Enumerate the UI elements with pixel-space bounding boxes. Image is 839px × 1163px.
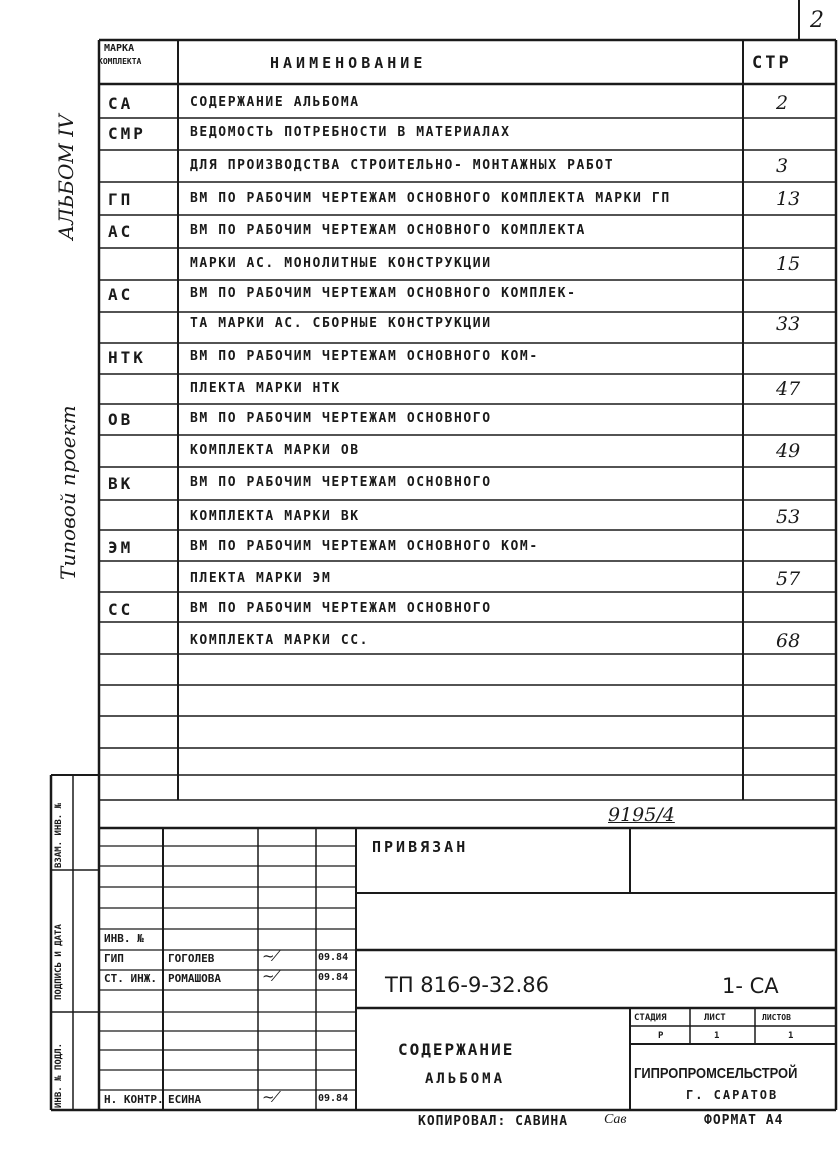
header-name-label: НАИМЕНОВАНИЕ (270, 54, 427, 72)
margin-label-inv-orig: ИНВ. № ПОДЛ. (54, 1042, 64, 1108)
row-page: 57 (776, 568, 801, 590)
row-page: 49 (776, 440, 801, 462)
side-label-album: АЛЬБОМ IV (54, 114, 78, 240)
row-name-line: ВМ ПО РАБОЧИМ ЧЕРТЕЖАМ ОСНОВНОГО (190, 412, 492, 425)
row-page: 2 (776, 92, 789, 114)
row-name-line: ДЛЯ ПРОИЗВОДСТВА СТРОИТЕЛЬНО- МОНТАЖНЫХ РАБОТ (190, 159, 615, 172)
row-mark: СС (108, 600, 134, 619)
row-name-line: ВМ ПО РАБОЧИМ ЧЕРТЕЖАМ ОСНОВНОГО (190, 602, 492, 615)
row-name-line: ВМ ПО РАБОЧИМ ЧЕРТЕЖАМ ОСНОВНОГО КОМПЛЕКТА МАРКИ ГП (190, 192, 671, 205)
header-page-label: СТР (752, 53, 792, 73)
row-mark: ОВ (108, 410, 134, 429)
row-page: 68 (776, 630, 801, 652)
sheets-label: ЛИСТОВ (762, 1013, 791, 1022)
signer-role: ГИП (104, 952, 124, 965)
row-name-line: КОМПЛЕКТА МАРКИ ВК (190, 510, 360, 523)
format-label: ФОРМАТ А4 (704, 1113, 784, 1128)
row-name-line: ВМ ПО РАБОЧИМ ЧЕРТЕЖАМ ОСНОВНОГО КОМПЛЕКТА (190, 224, 586, 237)
row-mark: ЭМ (108, 538, 134, 557)
signer-name: ЕСИНА (168, 1093, 202, 1106)
handwritten-signature: ~⁄ (262, 947, 278, 965)
row-page: 53 (776, 506, 801, 528)
row-name-line: СОДЕРЖАНИЕ АЛЬБОМА (190, 96, 360, 109)
row-name-line: КОМПЛЕКТА МАРКИ ОВ (190, 444, 360, 457)
signer-name: РОМАШОВА (168, 972, 221, 985)
stage-label: СТАДИЯ (634, 1013, 667, 1023)
copier-signature: Сав (604, 1112, 627, 1127)
inventory-number: 9195/4 (608, 804, 675, 826)
sheets-value: 1 (788, 1031, 794, 1041)
sheet-value: 1 (714, 1031, 720, 1041)
sheet-code: 1- СА (722, 974, 779, 998)
row-mark: СА (108, 94, 134, 113)
row-name-line: ВМ ПО РАБОЧИМ ЧЕРТЕЖАМ ОСНОВНОГО (190, 476, 492, 489)
row-name-line: ВМ ПО РАБОЧИМ ЧЕРТЕЖАМ ОСНОВНОГО КОМ- (190, 540, 539, 553)
page-number: 2 (810, 8, 824, 33)
signer-role: Н. КОНТР. (104, 1093, 164, 1106)
signer-role: СТ. ИНЖ. (104, 972, 157, 985)
margin-label-replaced-inv: ВЗАМ. ИНВ. № (54, 802, 64, 868)
row-name-line: ВМ ПО РАБОЧИМ ЧЕРТЕЖАМ ОСНОВНОГО КОМПЛЕК- (190, 287, 577, 300)
doc-title-line-1: СОДЕРЖАНИЕ (398, 1040, 515, 1059)
row-name-line: ТА МАРКИ АС. СБОРНЫЕ КОНСТРУКЦИИ (190, 317, 492, 330)
sheet-label: ЛИСТ (704, 1013, 726, 1023)
row-name-line: ВЕДОМОСТЬ ПОТРЕБНОСТИ В МАТЕРИАЛАХ (190, 126, 511, 139)
header-mark-label-1: МАРКА (104, 43, 135, 54)
stage-value: Р (658, 1031, 664, 1041)
row-page: 13 (776, 188, 801, 210)
signer-date: 09.84 (318, 1093, 349, 1104)
row-name-line: ВМ ПО РАБОЧИМ ЧЕРТЕЖАМ ОСНОВНОГО КОМ- (190, 350, 539, 363)
row-page: 3 (776, 155, 789, 177)
row-mark: АС (108, 222, 134, 241)
signer-date: 09.84 (318, 952, 349, 963)
side-label-typical-project: Типовой проект (56, 405, 80, 580)
project-code: ТП 816-9-32.86 (385, 973, 550, 997)
copied-by: КОПИРОВАЛ: САВИНА (418, 1114, 569, 1129)
row-name-line: ПЛЕКТА МАРКИ НТК (190, 382, 341, 395)
row-name-line: КОМПЛЕКТА МАРКИ СС. (190, 634, 370, 647)
org-name: ГИПРОПРОМСЕЛЬСТРОЙ (634, 1065, 798, 1082)
row-name-line: МАРКИ АС. МОНОЛИТНЫЕ КОНСТРУКЦИИ (190, 257, 492, 270)
signer-date: 09.84 (318, 972, 349, 983)
row-page: 47 (776, 378, 801, 400)
inv-label: ИНВ. № (104, 932, 144, 945)
row-mark: НТК (108, 348, 146, 367)
attached-label: ПРИВЯЗАН (372, 838, 469, 856)
row-mark: СМР (108, 124, 146, 143)
row-mark: ГП (108, 190, 134, 209)
signer-name: ГОГОЛЕВ (168, 952, 215, 965)
row-mark: ВК (108, 474, 134, 493)
row-name-line: ПЛЕКТА МАРКИ ЭМ (190, 572, 332, 585)
margin-label-signature-date: ПОДПИСЬ И ДАТА (54, 924, 64, 1000)
row-page: 33 (776, 313, 801, 335)
row-page: 15 (776, 253, 801, 275)
doc-title-line-2: АЛЬБОМА (425, 1071, 506, 1087)
org-city: Г. САРАТОВ (686, 1088, 779, 1102)
handwritten-signature: ~⁄ (262, 1088, 278, 1106)
header-mark-label-2: КОМПЛЕКТА (98, 57, 142, 66)
handwritten-signature: ~⁄ (262, 967, 278, 985)
row-mark: АС (108, 285, 134, 304)
